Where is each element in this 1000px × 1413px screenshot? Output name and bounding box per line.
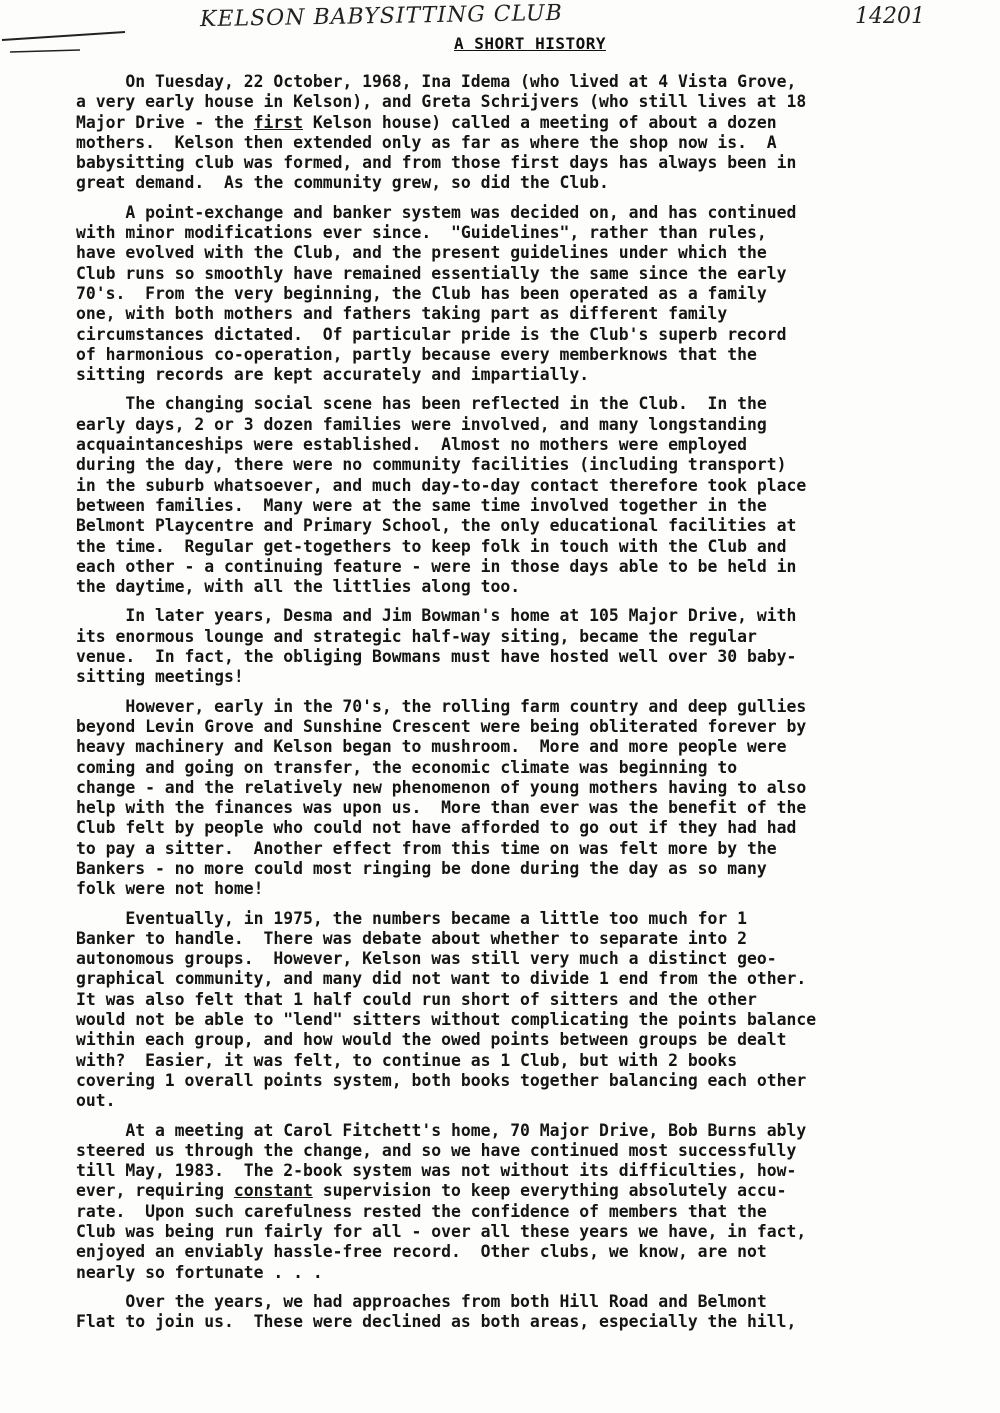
text-line: The changing social scene has been reflected in the Club. In the bbox=[76, 394, 767, 414]
text-line: It was also felt that 1 half could run short of sitters and the other bbox=[76, 989, 757, 1009]
paragraph bbox=[76, 72, 976, 194]
text-line: sitting meetings! bbox=[76, 667, 244, 687]
text-line: the daytime, with all the littlies along too. bbox=[76, 577, 521, 597]
text-line: change - and the relatively new phenomenon of young mothers having to also bbox=[76, 777, 807, 797]
text-line: Club was being run fairly for all - over all these years we have, in fact, bbox=[76, 1222, 807, 1242]
text-line: babysitting club was formed, and from those first days has always been in bbox=[76, 153, 797, 173]
text-line: to pay a sitter. Another effect from this time on was felt more by the bbox=[76, 838, 777, 858]
text-line: However, early in the 70's, the rolling farm country and deep gullies bbox=[76, 696, 807, 716]
text-line: rate. Upon such carefulness rested the confidence of members that the bbox=[76, 1201, 767, 1221]
paragraph bbox=[76, 606, 976, 687]
text-line: heavy machinery and Kelson began to mushroom. More and more people were bbox=[76, 737, 787, 757]
handwritten-number: 14201 bbox=[855, 4, 925, 29]
text-line: of harmonious co-operation, partly because every memberknows that the bbox=[76, 344, 757, 364]
text-line: early days, 2 or 3 dozen families were involved, and many longstanding bbox=[76, 414, 767, 434]
document-heading: A SHORT HISTORY bbox=[454, 34, 606, 53]
text-line: covering 1 overall points system, both books together balancing each other bbox=[76, 1070, 807, 1090]
text-line: acquaintanceships were established. Almost no mothers were employed bbox=[76, 435, 748, 455]
text-line: mothers. Kelson then extended only as far as where the shop now is. A bbox=[76, 132, 777, 152]
text-line: Flat to join us. These were declined as both areas, especially the hill, bbox=[76, 1312, 797, 1332]
paragraph bbox=[76, 1121, 976, 1283]
text-line: during the day, there were no community facilities (including transport) bbox=[76, 455, 787, 475]
paragraph bbox=[76, 394, 976, 597]
text-line: graphical community, and many did not want to divide 1 end from the other. bbox=[76, 969, 807, 989]
text-line: sitting records are kept accurately and impartially. bbox=[76, 365, 590, 385]
text-line: till May, 1983. The 2-book system was not without its difficulties, how- bbox=[76, 1161, 797, 1181]
text-line: Eventually, in 1975, the numbers became a little too much for 1 bbox=[76, 908, 748, 928]
text-line: with? Easier, it was felt, to continue as 1 Club, but with 2 books bbox=[76, 1050, 738, 1070]
text-line: venue. In fact, the obliging Bowmans must have hosted well over 30 baby- bbox=[76, 647, 797, 667]
text-line: 70's. From the very beginning, the Club has been operated as a family bbox=[76, 283, 767, 303]
paragraph bbox=[76, 909, 976, 1112]
text-line: its enormous lounge and strategic half-way siting, became the regular bbox=[76, 626, 757, 646]
text-line: the time. Regular get-togethers to keep folk in touch with the Club and bbox=[76, 536, 787, 556]
text-line: On Tuesday, 22 October, 1968, Ina Idema (who lived at 4 Vista Grove, bbox=[76, 72, 797, 91]
text-line: nearly so fortunate . . . bbox=[76, 1262, 323, 1282]
text-line: coming and going on transfer, the economic climate was beginning to bbox=[76, 757, 738, 777]
text-line: At a meeting at Carol Fitchett's home, 70 Major Drive, Bob Burns ably bbox=[76, 1120, 807, 1140]
text-line: each other - a continuing feature - were in those days able to be held in bbox=[76, 556, 797, 576]
text-line: beyond Levin Grove and Sunshine Crescent were being obliterated forever by bbox=[76, 716, 807, 736]
text-line: help with the finances was upon us. More than ever was the benefit of the bbox=[76, 798, 807, 818]
text-line: out. bbox=[76, 1091, 116, 1111]
text-line: have evolved with the Club, and the present guidelines under which the bbox=[76, 243, 767, 263]
text-line: circumstances dictated. Of particular pride is the Club's superb record bbox=[76, 324, 787, 344]
underlined-word: constant bbox=[233, 1181, 313, 1201]
text-line: Bankers - no more could most ringing be done during the day as so many bbox=[76, 858, 767, 878]
text-line: one, with both mothers and fathers taking part as different family bbox=[76, 304, 728, 324]
text-line: Club felt by people who could not have afforded to go out if they had had bbox=[76, 818, 797, 838]
underlined-word: first bbox=[253, 112, 303, 132]
text-line: would not be able to "lend" sitters without complicating the points balance bbox=[76, 1010, 817, 1030]
text-line: ever, requiring constant supervision to keep everything absolutely accu- bbox=[76, 1181, 787, 1201]
text-line: with minor modifications ever since. "Guidelines", rather than rules, bbox=[76, 223, 767, 243]
paragraph bbox=[76, 203, 976, 386]
text-line: autonomous groups. However, Kelson was still very much a distinct geo- bbox=[76, 949, 777, 969]
text-line: in the suburb whatsoever, and much day-to-day contact therefore took place bbox=[76, 475, 807, 495]
document-body bbox=[76, 72, 976, 1342]
text-line: In later years, Desma and Jim Bowman's home at 105 Major Drive, with bbox=[76, 606, 797, 626]
text-line: folk were not home! bbox=[76, 879, 264, 899]
text-line: Belmont Playcentre and Primary School, the only educational facilities at bbox=[76, 516, 797, 536]
text-line: Over the years, we had approaches from both Hill Road and Belmont bbox=[76, 1291, 767, 1311]
text-line: within each group, and how would the owed points between groups be dealt bbox=[76, 1030, 787, 1050]
text-line: between families. Many were at the same time involved together in the bbox=[76, 495, 767, 515]
text-line: Major Drive - the first Kelson house) called a meeting of about a dozen bbox=[76, 112, 777, 132]
text-line: Banker to handle. There was debate about whether to separate into 2 bbox=[76, 928, 748, 948]
paragraph bbox=[76, 1292, 976, 1333]
text-line: a very early house in Kelson), and Greta Schrijvers (who still lives at 18 bbox=[76, 92, 807, 112]
text-line: great demand. As the community grew, so did the Club. bbox=[76, 173, 609, 193]
text-line: enjoyed an enviably hassle-free record. Other clubs, we know, are not bbox=[76, 1242, 767, 1262]
handwritten-title: KELSON BABYSITTING CLUB bbox=[199, 0, 563, 33]
text-line: Club runs so smoothly have remained essentially the same since the early bbox=[76, 263, 787, 283]
paragraph bbox=[76, 697, 976, 900]
text-line: A point-exchange and banker system was decided on, and has continued bbox=[76, 202, 797, 222]
text-line: steered us through the change, and so we have continued most successfully bbox=[76, 1140, 797, 1160]
